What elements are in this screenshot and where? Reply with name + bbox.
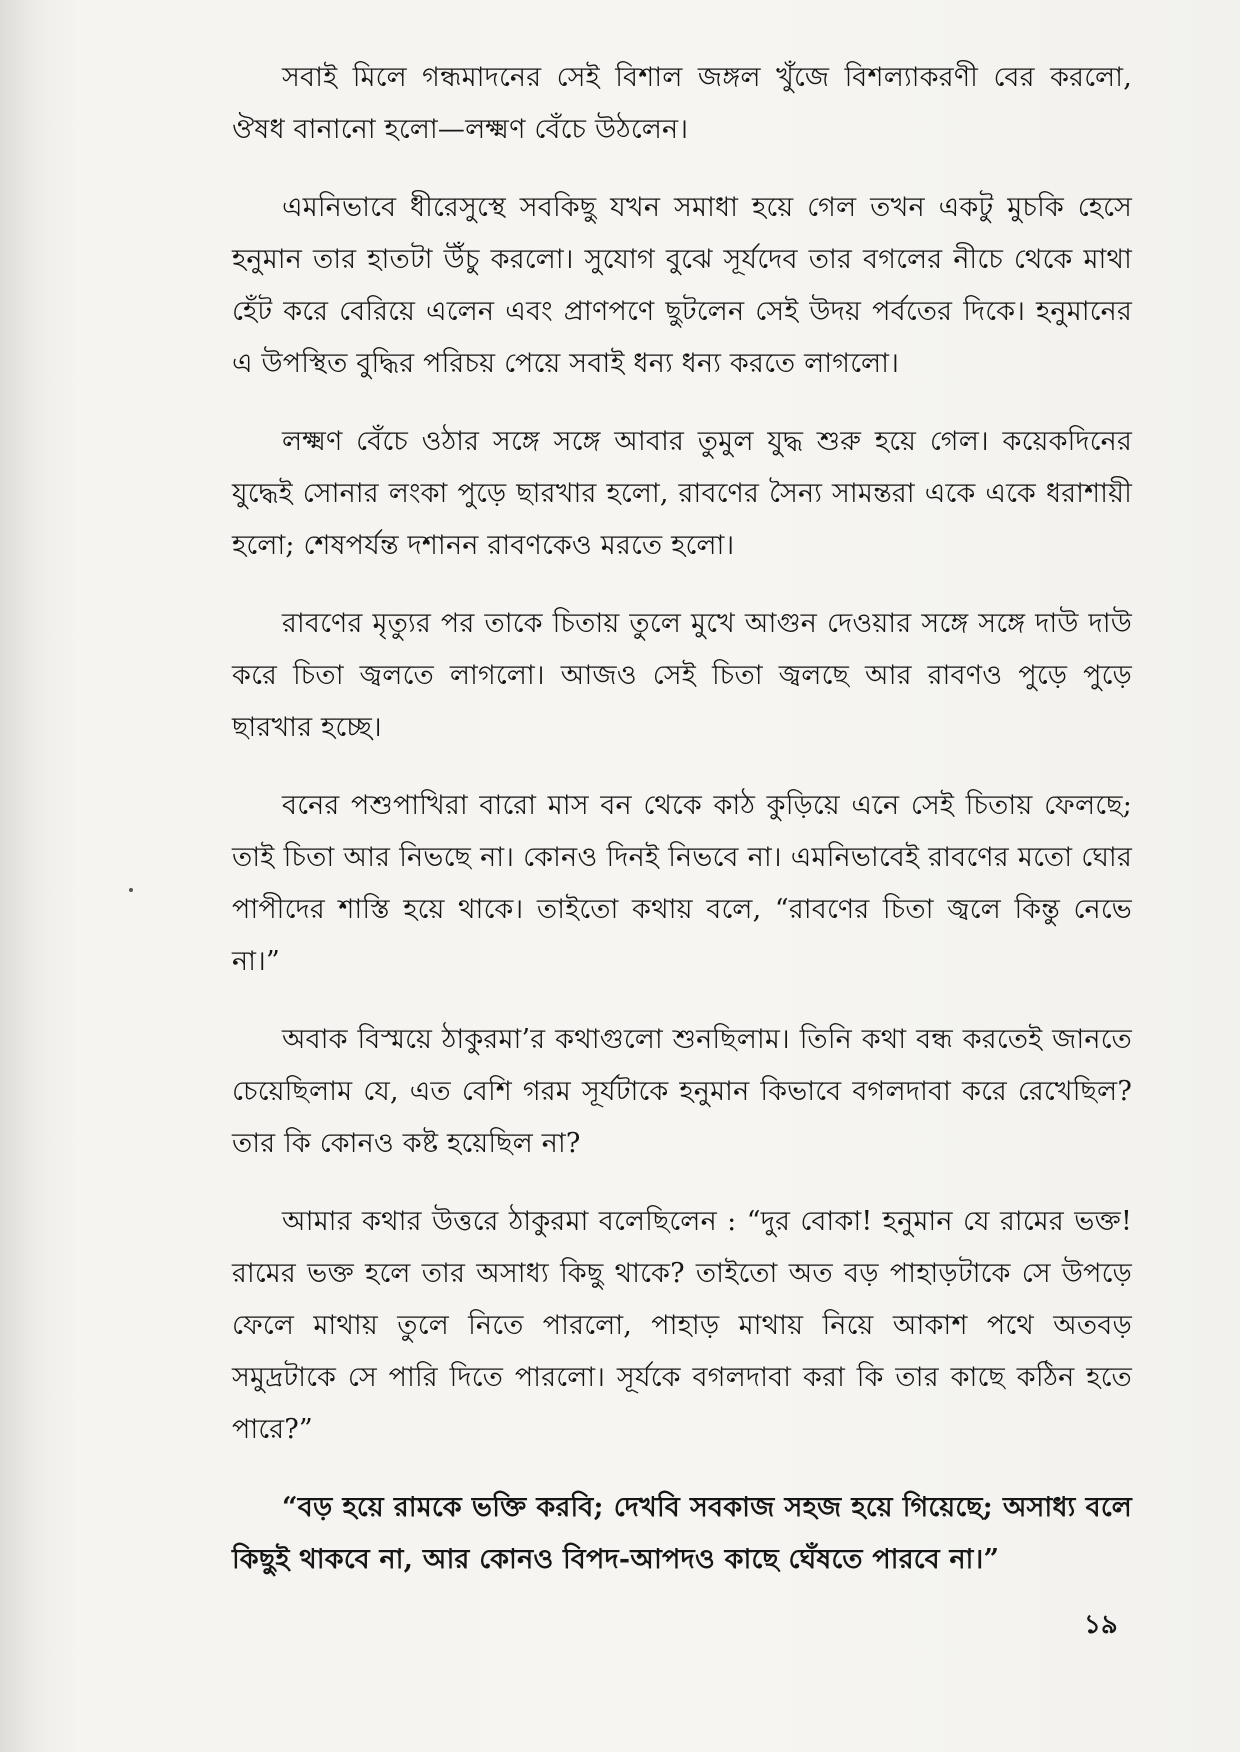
page-body-text	[232, 52, 1132, 1612]
paragraph-3: লক্ষ্মণ বেঁচে ওঠার সঙ্গে সঙ্গে আবার তুমুল যুদ্ধ শুরু হয়ে গেল। কয়েকদিনের যুদ্ধেই সোনার লংকা পুড়ে ছারখার হলো, রাবণের সৈন্য সামন্তরা একে একে ধরাশায়ী হলো; শেষপর্যন্ত দশানন রাবণকেও মরতে হলো।	[232, 426, 1132, 561]
page-gutter-shadow	[0, 0, 80, 1752]
page-number: ১৯	[1084, 1610, 1118, 1640]
paragraph-8: “বড় হয়ে রামকে ভক্তি করবি; দেখবি সবকাজ সহজ হয়ে গিয়েছে; অসাধ্য বলে কিছুই থাকবে না, আর কোনও বিপদ-আপদও কাছে ঘেঁষতে পারবে না।”	[232, 1492, 1132, 1575]
paragraph-7: আমার কথার উত্তরে ঠাকুরমা বলেছিলেন : “দুর বোকা! হনুমান যে রামের ভক্ত! রামের ভক্ত হলে তার অসাধ্য কিছু থাকে? তাইতো অত বড় পাহাড়টাকে সে উপড়ে ফেলে মাথায় তুলে নিতে পারলো, পাহাড় মাথায় নিয়ে আকাশ পথে অতবড় সমুদ্রটাকে সে পারি দিতে পারলো। সূর্যকে বগলদাবা করা কি তার কাছে কঠিন হতে পারে?”	[232, 1206, 1132, 1445]
paragraph-1: সবাই মিলে গন্ধমাদনের সেই বিশাল জঙ্গল খুঁজে বিশল্যাকরণী বের করলো, ঔষধ বানানো হলো—লক্ষ্মণ বেঁচে উঠলেন।	[232, 62, 1132, 145]
paragraph-4: রাবণের মৃত্যুর পর তাকে চিতায় তুলে মুখে আগুন দেওয়ার সঙ্গে সঙ্গে দাউ দাউ করে চিতা জ্বলতে লাগলো। আজও সেই চিতা জ্বলছে আর রাবণও পুড়ে পুড়ে ছারখার হচ্ছে।	[232, 608, 1132, 743]
paragraph-2: এমনিভাবে ধীরেসুস্থে সবকিছু যখন সমাধা হয়ে গেল তখন একটু মুচকি হেসে হনুমান তার হাতটা উঁচু করলো। সুযোগ বুঝে সূর্যদেব তার বগলের নীচে থেকে মাথা হেঁট করে বেরিয়ে এলেন এবং প্রাণপণে ছুটলেন সেই উদয় পর্বতের দিকে। হনুমানের এ উপস্থিত বুদ্ধির পরিচয় পেয়ে সবাই ধন্য ধন্য করতে লাগলো।	[232, 192, 1132, 379]
paragraph-6: অবাক বিস্ময়ে ঠাকুরমা’র কথাগুলো শুনছিলাম। তিনি কথা বন্ধ করতেই জানতে চেয়েছিলাম যে, এত বেশি গরম সূর্যটাকে হনুমান কিভাবে বগলদাবা করে রেখেছিল? তার কি কোনও কষ্ট হয়েছিল না?	[232, 1024, 1132, 1159]
paper-speck	[129, 888, 133, 892]
paragraph-5: বনের পশুপাখিরা বারো মাস বন থেকে কাঠ কুড়িয়ে এনে সেই চিতায় ফেলছে; তাই চিতা আর নিভছে না। কোনও দিনই নিভবে না। এমনিভাবেই রাবণের মতো ঘোর পাপীদের শাস্তি হয়ে থাকে। তাইতো কথায় বলে, “রাবণের চিতা জ্বলে কিন্তু নেভে না।”	[232, 790, 1132, 977]
